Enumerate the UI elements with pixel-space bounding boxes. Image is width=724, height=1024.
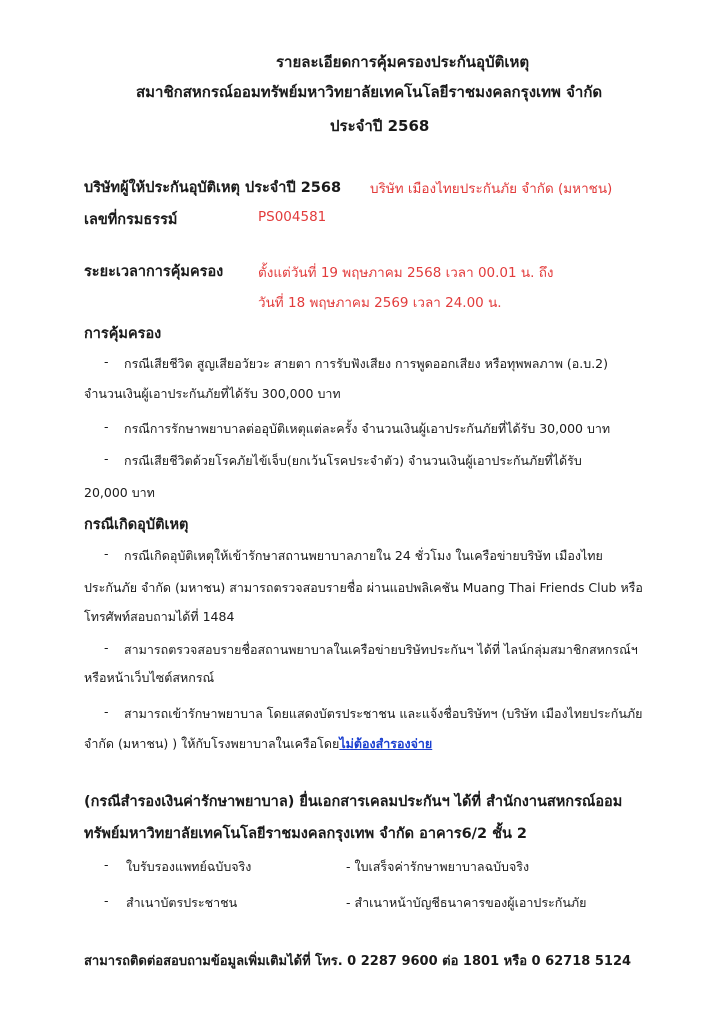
claim-heading: (กรณีสำรองเงินค่ารักษาพยาบาล) ยื่นเอกสารเคลมประกันฯ ได้ที่ สำนักงานสหกรณ์ออม: [84, 794, 623, 810]
accident-heading: กรณีเกิดอุบัติเหตุ: [84, 517, 189, 533]
period-end: วันที่ 18 พฤษภาคม 2569 เวลา 24.00 น.: [258, 295, 502, 311]
bullet-dash: -: [104, 893, 109, 908]
insurer-value: บริษัท เมืองไทยประกันภัย จำกัด (มหาชน): [370, 181, 613, 197]
coverage-heading: การคุ้มครอง: [84, 326, 162, 342]
contact-info: สามารถติดต่อสอบถามข้อมูลเพิ่มเติมได้ที่ โทร. 0 2287 9600 ต่อ 1801 หรือ 0 62718 5124: [84, 954, 632, 969]
accident-item-3-cont: [84, 734, 432, 754]
period-start: ตั้งแต่วันที่ 19 พฤษภาคม 2568 เวลา 00.01 น. ถึง: [258, 265, 554, 281]
bullet-dash: -: [104, 354, 109, 369]
period-label: ระยะเวลาการคุ้มครอง: [84, 264, 224, 280]
doc-year: ประจำปี 2568: [330, 117, 430, 135]
coverage-item-1: กรณีเสียชีวิต สูญเสียอวัยวะ สายตา การรับฟังเสียง การพูดออกเสียง หรือทุพพลภาพ (อ.บ.2): [124, 356, 609, 371]
accident-item-1: กรณีเกิดอุบัติเหตุให้เข้ารักษาสถานพยาบาลภายใน 24 ชั่วโมง ในเครือข่ายบริษัท เมืองไทย: [124, 548, 603, 563]
bullet-dash: -: [104, 451, 109, 466]
accident-item-2-cont: หรือหน้าเว็บไซต์สหกรณ์: [84, 670, 215, 685]
no-advance-payment-link[interactable]: ไม่ต้องสำรองจ่าย: [339, 736, 433, 751]
bullet-dash: -: [104, 640, 109, 655]
policy-label: เลขที่กรมธรรม์: [84, 212, 178, 228]
bullet-dash: -: [104, 419, 109, 434]
claim-doc-medical-certificate: ใบรับรองแพทย์ฉบับจริง: [126, 859, 252, 874]
accident-item-3-text: จำกัด (มหาชน) ) ให้กับโรงพยาบาลในเครือโดย: [84, 736, 340, 751]
doc-subtitle: สมาชิกสหกรณ์ออมทรัพย์มหาวิทยาลัยเทคโนโลยีราชมงคลกรุงเทพ จำกัด: [136, 83, 603, 101]
policy-number: PS004581: [258, 209, 327, 225]
coverage-item-1-cont: จำนวนเงินผู้เอาประกันภัยที่ได้รับ 300,000 บาท: [84, 386, 341, 401]
accident-item-1-cont: ประกันภัย จำกัด (มหาชน) สามารถตรวจสอบรายชื่อ ผ่านแอปพลิเคชัน Muang Thai Friends Club หรือ: [84, 580, 643, 595]
accident-item-2: สามารถตรวจสอบรายชื่อสถานพยาบาลในเครือข่ายบริษัทประกันฯ ได้ที่ ไลน์กลุ่มสมาชิกสหกรณ์ฯ: [124, 642, 638, 657]
claim-doc-id-card: สำเนาบัตรประชาชน: [126, 895, 238, 910]
doc-title: รายละเอียดการคุ้มครองประกันอุบัติเหตุ: [276, 53, 530, 71]
accident-item-3: สามารถเข้ารักษาพยาบาล โดยแสดงบัตรประชาชน และแจ้งชื่อบริษัทฯ (บริษัท เมืองไทยประกันภัย: [124, 706, 643, 721]
accident-item-1-phone: โทรศัพท์สอบถามได้ที่ 1484: [84, 609, 235, 624]
bullet-dash: -: [104, 857, 109, 872]
coverage-item-3-cont: 20,000 บาท: [84, 485, 155, 500]
claim-doc-bank-book: - สำเนาหน้าบัญชีธนาคารของผู้เอาประกันภัย: [346, 895, 587, 910]
coverage-item-3: กรณีเสียชีวิตด้วยโรคภัยไข้เจ็บ(ยกเว้นโรคประจำตัว) จำนวนเงินผู้เอาประกันภัยที่ได้รับ: [124, 453, 582, 468]
insurer-label: บริษัทผู้ให้ประกันอุบัติเหตุ ประจำปี 2568: [84, 180, 342, 196]
coverage-item-2: กรณีการรักษาพยาบาลต่ออุบัติเหตุแต่ละครั้ง จำนวนเงินผู้เอาประกันภัยที่ได้รับ 30,000 บาท: [124, 421, 611, 436]
bullet-dash: -: [104, 546, 109, 561]
claim-doc-receipt: - ใบเสร็จค่ารักษาพยาบาลฉบับจริง: [346, 859, 530, 874]
claim-location: ทรัพย์มหาวิทยาลัยเทคโนโลยีราชมงคลกรุงเทพ จำกัด อาคาร6/2 ชั้น 2: [84, 826, 528, 842]
bullet-dash: -: [104, 704, 109, 719]
